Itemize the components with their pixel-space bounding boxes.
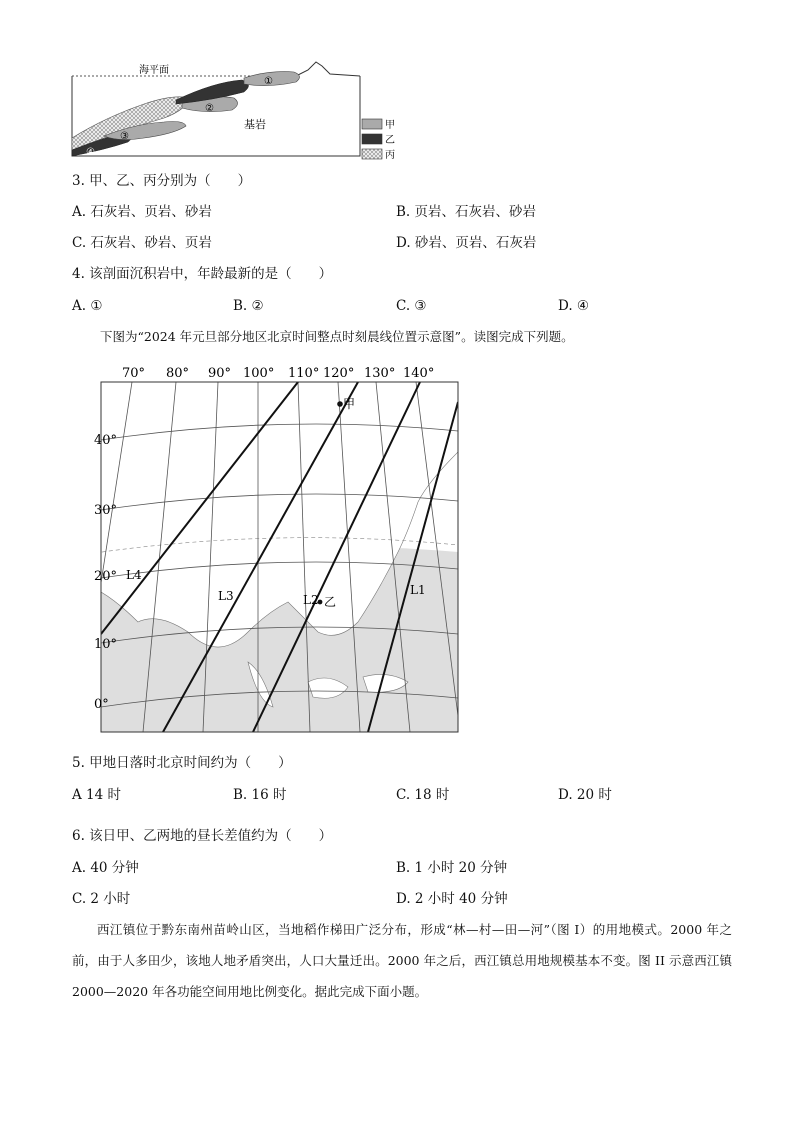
- legend-swatch-yi: [362, 134, 382, 144]
- cross-section-diagram: [64, 56, 414, 166]
- q5-option-a: A 14 时: [72, 787, 122, 803]
- marker-1: ①: [264, 76, 273, 87]
- q6-option-b: B. 1 小时 20 分钟: [396, 860, 508, 876]
- marker-2: ②: [205, 103, 214, 114]
- q6-option-d: D. 2 小时 40 分钟: [396, 891, 508, 907]
- legend-swatch-jia: [362, 119, 382, 129]
- q6-stem: 6. 该日甲、乙两地的昼长差值约为（ ）: [72, 828, 333, 844]
- bedrock-label: 基岩: [244, 118, 266, 131]
- map-intro: 下图为“2024 年元旦部分地区北京时间整点时刻晨线位置示意图”。读图完成下列题。: [100, 329, 574, 344]
- q6-option-a: A. 40 分钟: [72, 860, 139, 876]
- lon-label-110: 110°: [288, 366, 320, 381]
- point-jia: [337, 401, 343, 407]
- legend-label-jia: 甲: [385, 120, 395, 131]
- lat-label-0: 0°: [94, 697, 109, 712]
- terminator-map: [94, 362, 462, 734]
- q4-option-b: B. ②: [233, 298, 264, 314]
- terrain-line: [296, 62, 360, 76]
- q3-option-a: A. 石灰岩、页岩、砂岩: [72, 204, 212, 220]
- q3-option-c: C. 石灰岩、砂岩、页岩: [72, 235, 212, 251]
- q5-option-c: C. 18 时: [396, 787, 450, 803]
- line-label-L1: L1: [410, 583, 426, 597]
- line-label-L4: L4: [126, 568, 142, 582]
- lon-label-140: 140°: [403, 366, 435, 381]
- label-yi: 乙: [324, 595, 337, 609]
- lon-label-70: 70°: [122, 366, 146, 381]
- q4-option-d: D. ④: [558, 298, 590, 314]
- sea-level-label: 海平面: [139, 65, 169, 76]
- label-jia: 甲: [343, 397, 356, 411]
- q5-stem: 5. 甲地日落时北京时间约为（ ）: [72, 755, 292, 771]
- legend-label-yi: 乙: [385, 135, 395, 146]
- legend-swatch-bing: [362, 149, 382, 159]
- lat-label-40: 40°: [94, 433, 118, 448]
- q3-option-d: D. 砂岩、页岩、石灰岩: [396, 235, 537, 251]
- marker-4: ④: [86, 147, 95, 158]
- line-label-L3: L3: [218, 589, 234, 603]
- lat-label-10: 10°: [94, 637, 118, 652]
- line-label-L2: L2: [303, 593, 319, 607]
- lon-label-100: 100°: [243, 366, 275, 381]
- legend-label-bing: 丙: [385, 150, 395, 161]
- q3-option-b: B. 页岩、石灰岩、砂岩: [396, 204, 537, 220]
- q3-stem: 3. 甲、乙、丙分别为（ ）: [72, 173, 252, 189]
- q4-stem: 4. 该剖面沉积岩中，年龄最新的是（ ）: [72, 266, 333, 282]
- xijiang-intro: 西江镇位于黔东南州苗岭山区，当地稻作梯田广泛分布，形成“林—村—田—河”（图 I）的用地模式。2000 年之前，由于人多田少，该地人地矛盾突出，人口大量迁出。2000 年之后，西江镇总用地规模基本不变。图 II 示意西江镇 2000—2020 年各功能空间用地比例变化。据此完成下面小题。: [72, 922, 732, 999]
- q5-option-d: D. 20 时: [558, 787, 612, 803]
- q4-option-a: A. ①: [72, 298, 103, 314]
- lat-label-20: 20°: [94, 569, 118, 584]
- lon-label-120: 120°: [323, 366, 355, 381]
- q4-option-c: C. ③: [396, 298, 427, 314]
- q6-option-c: C. 2 小时: [72, 891, 131, 907]
- lat-label-30: 30°: [94, 503, 118, 518]
- lon-label-130: 130°: [364, 366, 396, 381]
- lon-label-80: 80°: [166, 366, 190, 381]
- marker-3: ③: [120, 131, 129, 142]
- q5-option-b: B. 16 时: [233, 787, 287, 803]
- lon-label-90: 90°: [208, 366, 232, 381]
